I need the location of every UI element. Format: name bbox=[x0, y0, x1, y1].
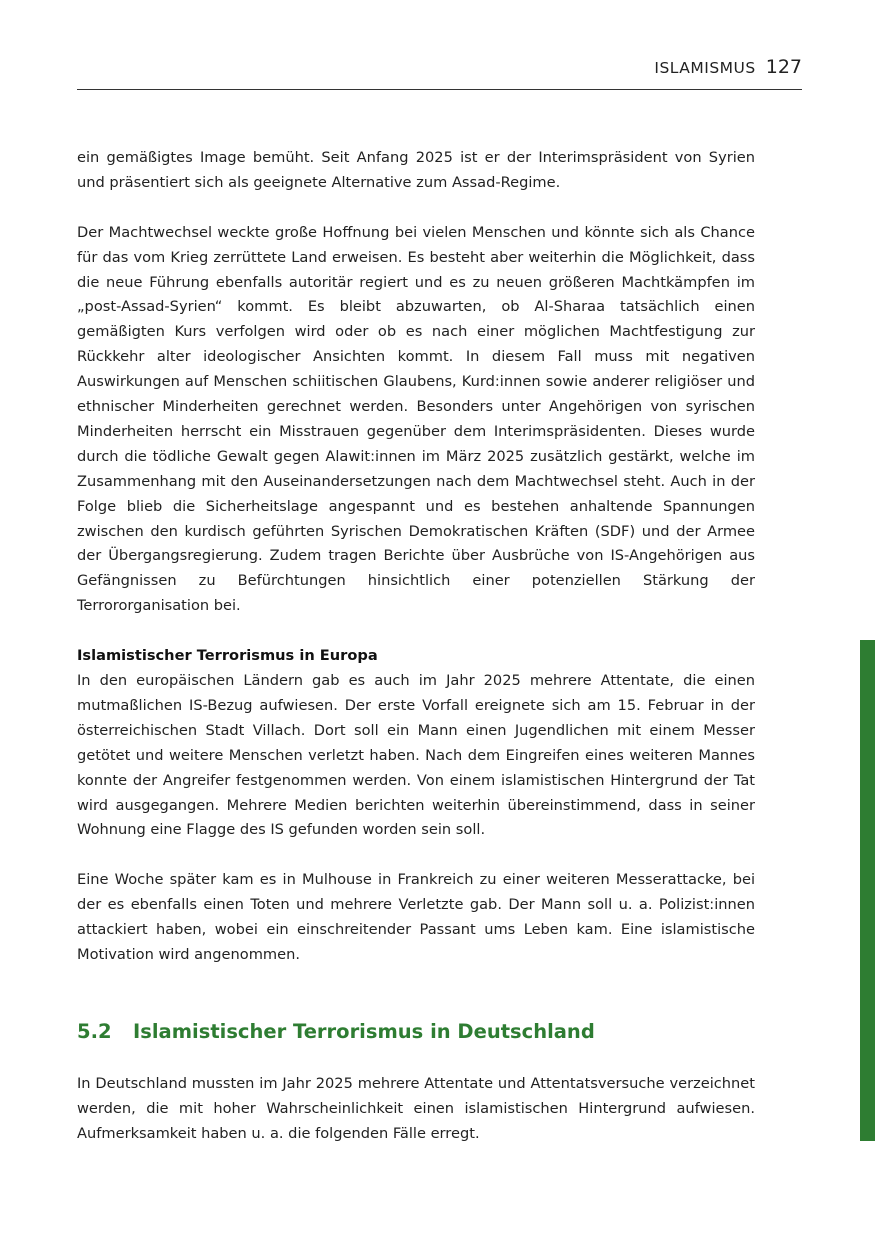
chapter-side-tab bbox=[860, 640, 875, 1141]
paragraph-mulhouse: Eine Woche später kam es in Mulhouse in Frankreich zu einer weiteren Messerattacke, bei der es ebenfalls einen Toten und mehrere Verletzte gab. Der Mann soll u. a. Polizist:innen attackiert haben, wobei ein einschreitender Passant ums Leben kam. Eine islamistische Motivation wird angenommen. bbox=[77, 871, 755, 963]
header-rule bbox=[77, 89, 802, 90]
running-header bbox=[77, 56, 802, 78]
page-number: 127 bbox=[765, 56, 802, 78]
chapter-title: ISLAMISMUS bbox=[654, 59, 756, 77]
paragraph-continuation: ein gemäßigtes Image bemüht. Seit Anfang 2025 ist er der Interimspräsident von Syrien und präsentiert sich als geeignete Alternative zum Assad-Regime. bbox=[77, 149, 755, 191]
paragraph-europa-villach: In den europäischen Ländern gab es auch im Jahr 2025 mehrere Attentate, die einen mutmaßlichen IS-Bezug aufwiesen. Der erste Vorfall ereignete sich am 15. Februar in der österreichischen Stadt Villach. Dort soll ein Mann einen Jugendlichen mit einem Messer getötet und weitere Menschen verletzt haben. Nach dem Eingreifen eines weiteren Mannes konnte der Angreifer festgenommen werden. Von einem islamistischen Hintergrund der Tat wird ausgegangen. Mehrere Medien berichten weiterhin übereinstimmend, dass in seiner Wohnung eine Flagge des IS gefunden worden sein soll. bbox=[77, 672, 755, 839]
paragraph-machtwechsel: Der Machtwechsel weckte große Hoffnung bei vielen Menschen und könnte sich als Chance für das vom Krieg zerrüttete Land erweisen. Es besteht aber weiterhin die Möglichkeit, dass die neue Führung ebenfalls autoritär regiert und es zu neuen größeren Machtkämpfen im „post-Assad-Syrien“ kommt. Es bleibt abzuwarten, ob Al-Sharaa tatsächlich einen gemäßigten Kurs verfolgen wird oder ob es nach einer möglichen Machtfestigung zur Rückkehr alter ideologischer Ansichten kommt. In diesem Fall muss mit negativen Auswirkungen auf Menschen schiitischen Glaubens, Kurd:innen sowie anderer religiöser und ethnischer Minderheiten gerechnet werden. Besonders unter Angehörigen von syrischen Minderheiten herrscht ein Misstrauen gegenüber dem Interimspräsidenten. Dieses wurde durch die tödliche Gewalt gegen Alawit:innen im März 2025 zusätzlich gestärkt, welche im Zusammenhang mit den Auseinandersetzungen nach dem Machtwechsel steht. Auch in der Folge blieb die Sicherheitslage angespannt und es bestehen anhaltende Spannungen zwischen den kurdisch geführten Syrischen Demokratischen Kräften (SDF) und der Armee der Übergangsregierung. Zudem tragen Berichte über Ausbrüche von IS-Angehörigen aus Gefängnissen zu Befürchtungen hinsichtlich einer potenziellen Stärkung der Terrororganisation bei. bbox=[77, 223, 755, 615]
section-title: Islamistischer Terrorismus in Deutschland bbox=[133, 1019, 595, 1043]
section-number: 5.2 bbox=[77, 1019, 112, 1043]
subheading-europa: Islamistischer Terrorismus in Europa bbox=[77, 647, 378, 665]
section-heading bbox=[77, 1018, 755, 1046]
page-body bbox=[77, 146, 755, 1147]
paragraph-deutschland: In Deutschland mussten im Jahr 2025 mehrere Attentate und Attentatsversuche verzeichnet werden, die mit hoher Wahrscheinlichkeit einen islamistischen Hintergrund aufwiesen. Aufmerksamkeit haben u. a. die folgenden Fälle erregt. bbox=[77, 1074, 755, 1142]
